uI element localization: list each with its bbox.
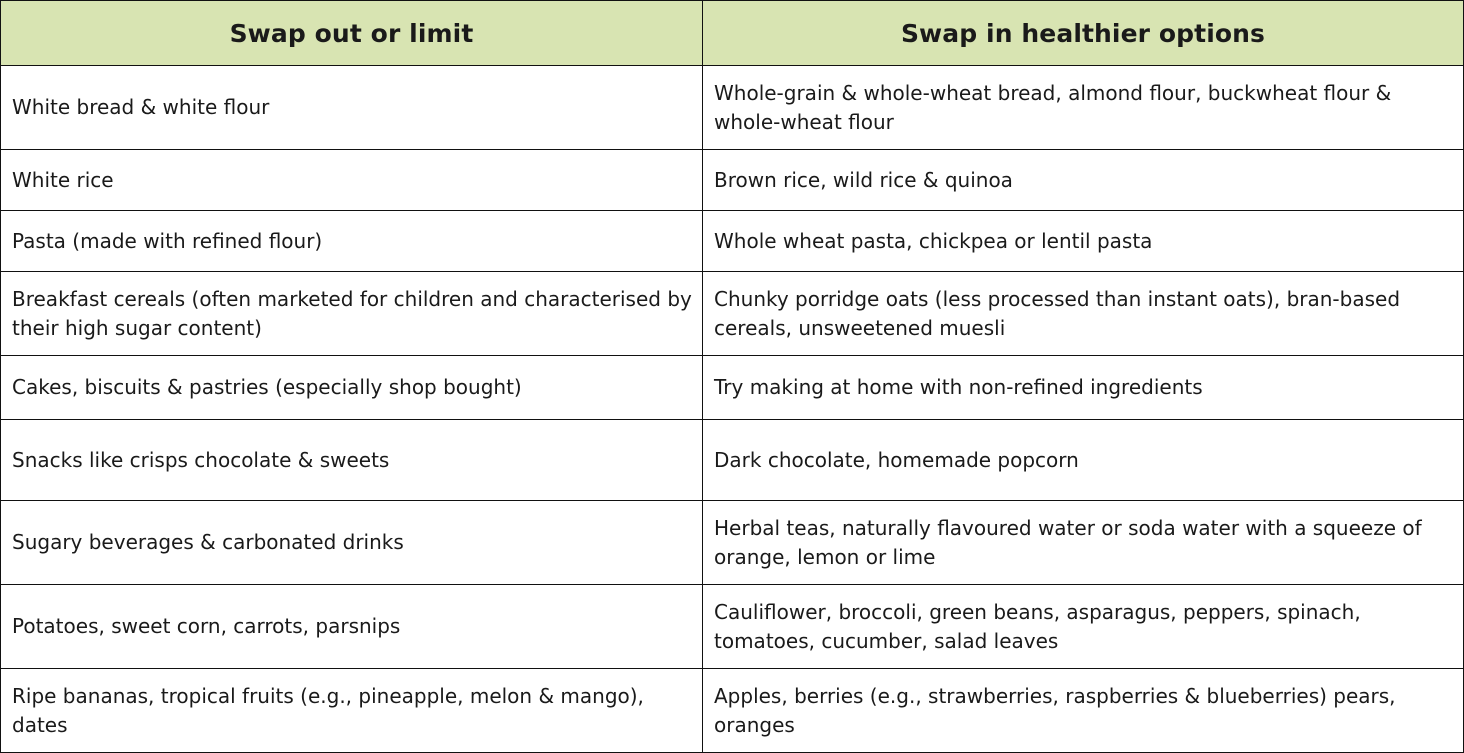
swap-in-cell: Try making at home with non-refined ingredients [703, 356, 1464, 420]
swap-out-cell: White rice [1, 150, 703, 211]
column-header-swap-out: Swap out or limit [1, 1, 703, 66]
table-header [1, 1, 1464, 66]
swap-in-cell: Whole wheat pasta, chickpea or lentil pasta [703, 211, 1464, 272]
swap-out-cell: Potatoes, sweet corn, carrots, parsnips [1, 585, 703, 669]
column-header-swap-in: Swap in healthier options [703, 1, 1464, 66]
table-row [1, 585, 1464, 669]
header-row [1, 1, 1464, 66]
swap-in-cell: Cauliflower, broccoli, green beans, asparagus, peppers, spinach, tomatoes, cucumber, salad leaves [703, 585, 1464, 669]
table-row [1, 669, 1464, 753]
swap-out-cell: White bread & white flour [1, 66, 703, 150]
table-row [1, 211, 1464, 272]
swap-in-cell: Apples, berries (e.g., strawberries, raspberries & blueberries) pears, oranges [703, 669, 1464, 753]
table-row [1, 272, 1464, 356]
table-row [1, 356, 1464, 420]
swap-out-cell: Snacks like crisps chocolate & sweets [1, 420, 703, 501]
swap-in-cell: Chunky porridge oats (less processed than instant oats), bran-based cereals, unsweetened muesli [703, 272, 1464, 356]
swap-in-cell: Whole-grain & whole-wheat bread, almond flour, buckwheat flour & whole-wheat flour [703, 66, 1464, 150]
table-row [1, 420, 1464, 501]
table-row [1, 150, 1464, 211]
swap-out-cell: Ripe bananas, tropical fruits (e.g., pineapple, melon & mango), dates [1, 669, 703, 753]
table-row [1, 501, 1464, 585]
swap-out-cell: Pasta (made with refined flour) [1, 211, 703, 272]
table-body [1, 66, 1464, 753]
swap-in-cell: Herbal teas, naturally flavoured water or soda water with a squeeze of orange, lemon or lime [703, 501, 1464, 585]
swap-out-cell: Breakfast cereals (often marketed for children and characterised by their high sugar content) [1, 272, 703, 356]
swap-out-cell: Sugary beverages & carbonated drinks [1, 501, 703, 585]
swap-in-cell: Brown rice, wild rice & quinoa [703, 150, 1464, 211]
swap-out-cell: Cakes, biscuits & pastries (especially shop bought) [1, 356, 703, 420]
table-row [1, 66, 1464, 150]
swap-in-cell: Dark chocolate, homemade popcorn [703, 420, 1464, 501]
